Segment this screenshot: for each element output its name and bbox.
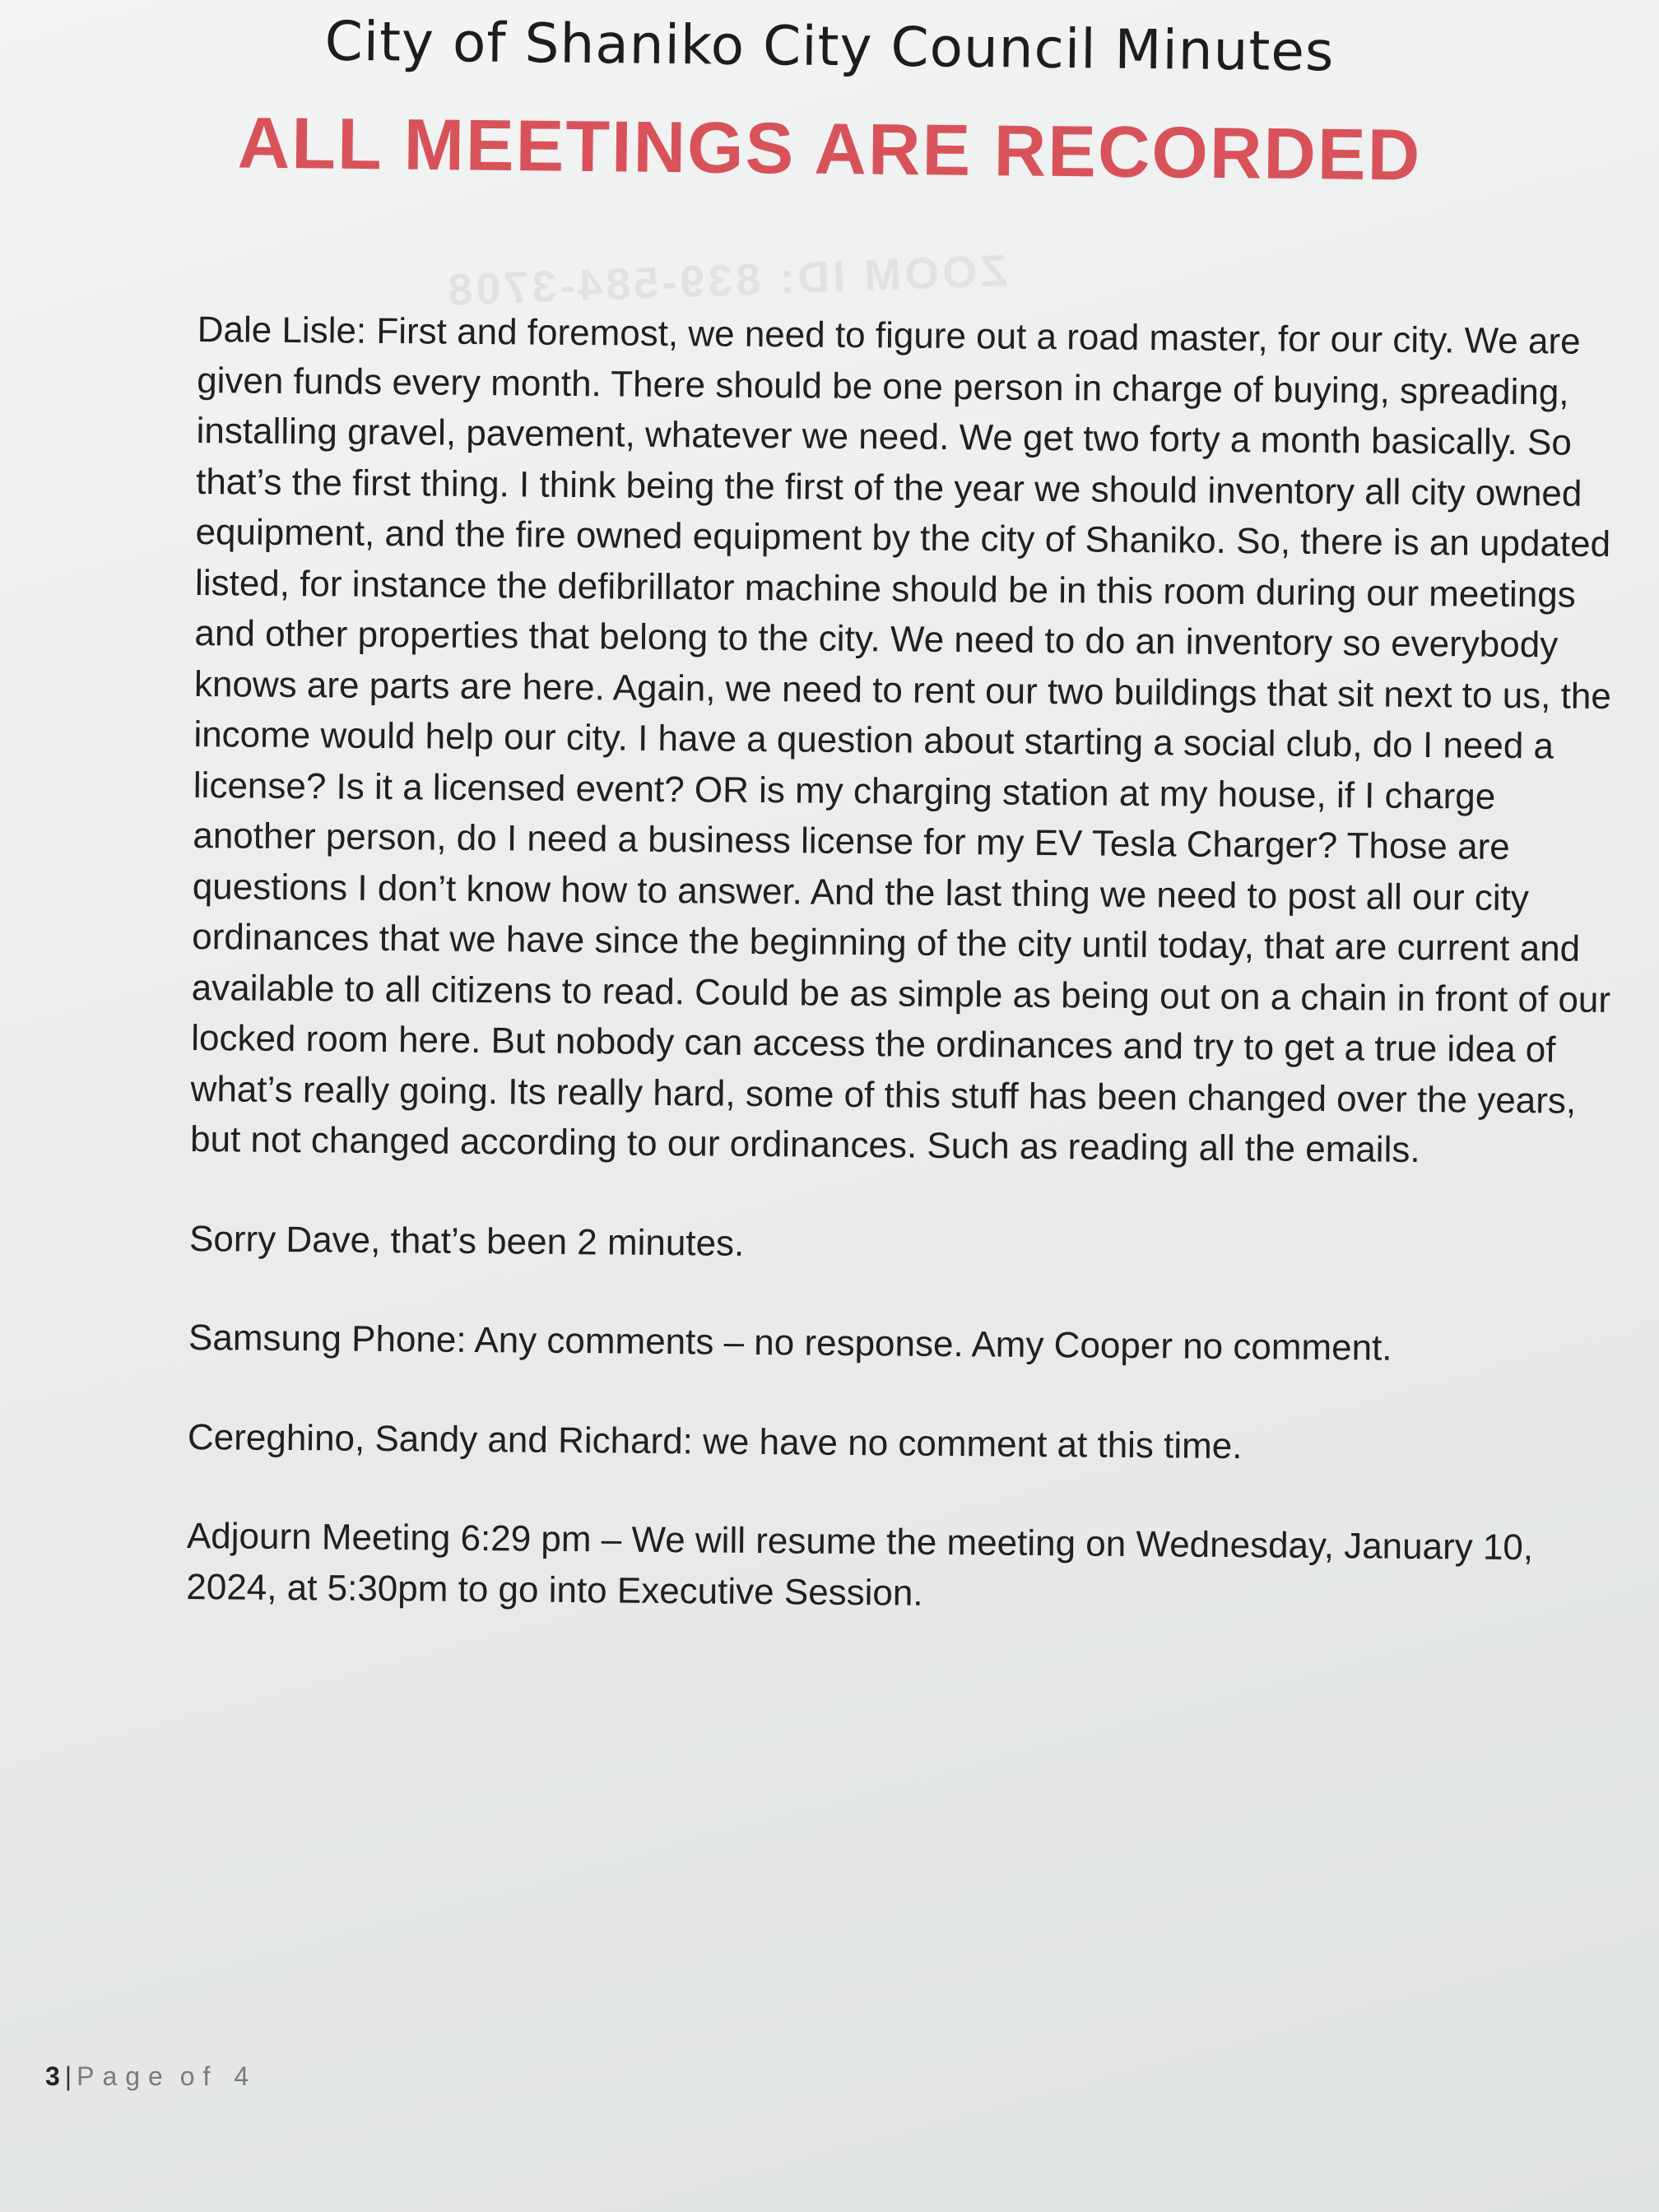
page-number: 3 <box>45 2061 62 2091</box>
paragraph-public-comment: Dale Lisle: First and foremost, we need to figure out a road master, for our city. We are given funds every month. There should be one person in charge of buying, spreading, installing gravel, pavement, whatever we need. We get two forty a month basically. So that’s the first thing. I think being the first of the year we should inventory all city owned equipment, and the fire owned equipment by the city of Shaniko. So, there is an updated listed, for instance the defibrillator machine should be in this room during our meetings and other properties that belong to the city. We need to do an inventory so everybody knows are parts are here. Again, we need to rent our two buildings that sit next to us, the income would help our city. I have a question about starting a social club, do I need a license? Is it a licensed event? OR is my charging station at my house, if I charge another person, do I need a business license for my EV Tesla Charger? Those are questions I don’t know how to answer. And the last thing we need to post all our city ordinances that we have since the beginning of the city until today, that are current and available to all citizens to read. Could be as simple as being out on a chain in front of our locked room here. But nobody can access the ordinances and try to get a true idea of what’s really going. Its really hard, some of this stuff has been changed over the years, but not changed according to our ordinances. Such as reading all the emails. <box>189 309 1612 1171</box>
paragraph-phone-comments: Samsung Phone: Any comments – no response. Amy Cooper no comment. <box>188 1317 1392 1369</box>
page-of-total: of 4 <box>179 2061 258 2091</box>
bleed-through-text: ZOOM ID: 839-584-3708 <box>444 246 1009 315</box>
paragraph-no-comment: Cereghino, Sandy and Richard: we have no comment at this time. <box>187 1416 1243 1466</box>
recording-notice: ALL MEETINGS ARE RECORDED <box>237 101 1422 196</box>
minutes-body <box>186 304 1629 1673</box>
footer-separator: | <box>64 2061 74 2091</box>
page-footer <box>45 2061 257 2092</box>
page-title: City of Shaniko City Council Minutes <box>324 9 1335 84</box>
paragraph-time-limit: Sorry Dave, that’s been 2 minutes. <box>188 1218 745 1264</box>
page-word: Page <box>77 2061 171 2091</box>
paragraph-adjourn: Adjourn Meeting 6:29 pm – We will resume the meeting on Wednesday, January 10, 2024, at 5:30pm to go into Executive Session. <box>186 1515 1534 1614</box>
